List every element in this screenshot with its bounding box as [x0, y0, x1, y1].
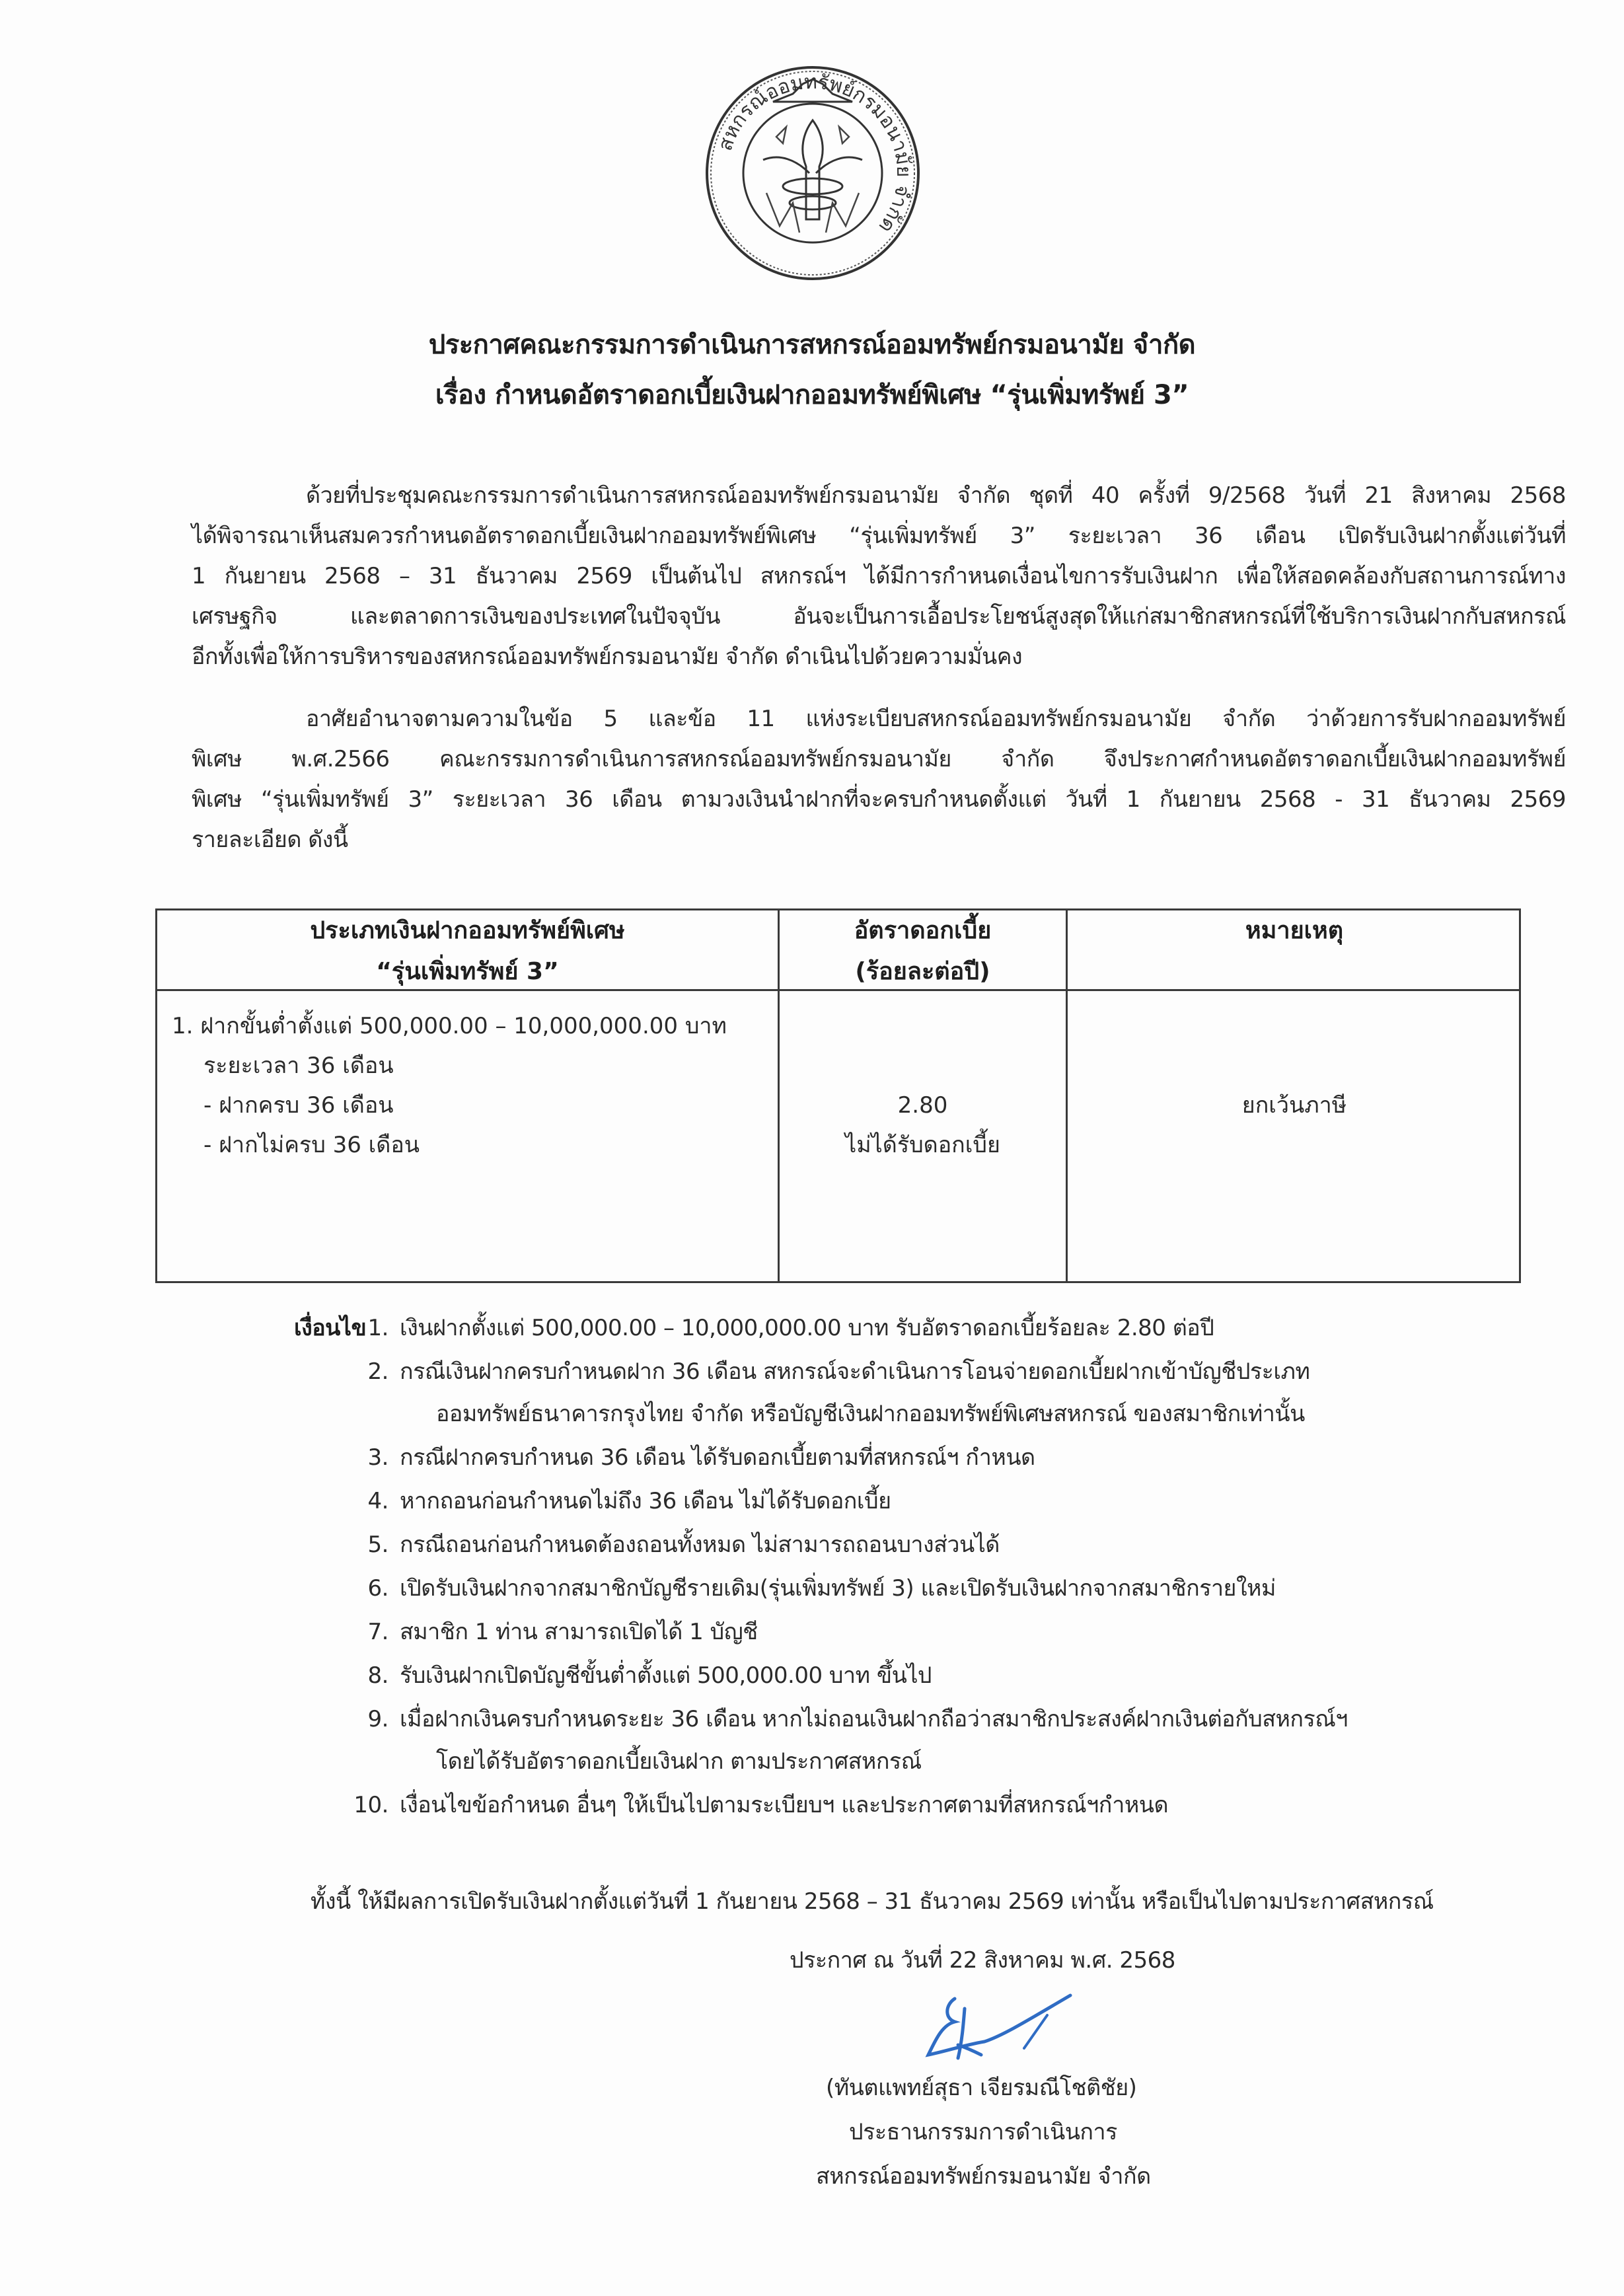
condition-text: เงื่อนไขข้อกำหนด อื่นๆ ให้เป็นไปตามระเบียบฯ และประกาศตามที่สหกรณ์ฯกำหนด [400, 1792, 1169, 1818]
signature-icon [918, 1992, 1077, 2065]
condition-number: 1. [367, 1315, 388, 1341]
condition-text-continued: ออมทรัพย์ธนาคารกรุงไทย จำกัด หรือบัญชีเงินฝากออมทรัพย์พิเศษสหกรณ์ ของสมาชิกเท่านั้น [436, 1401, 1305, 1427]
condition-text: หากถอนก่อนกำหนดไม่ถึง 36 เดือน ไม่ได้รับดอกเบี้ย [400, 1488, 891, 1514]
condition-text-continued: โดยได้รับอัตราดอกเบี้ยเงินฝาก ตามประกาศสหกรณ์ [436, 1748, 922, 1775]
condition-text: กรณีฝากครบกำหนด 36 เดือน ได้รับดอกเบี้ยตามที่สหกรณ์ฯ กำหนด [400, 1444, 1035, 1471]
paragraph-line: เศรษฐกิจ และตลาดการเงินของประเทศในปัจจุบัน อันจะเป็นการเอื้อประโยชน์สูงสุดให้แก่สมาชิกสหกรณ์ที่ใช้บริการเงินฝากกับสหกรณ์ [192, 603, 1566, 630]
column-header-remark: หมายเหตุ [1245, 917, 1344, 944]
signatory-position: ประธานกรรมการดำเนินการ [849, 2119, 1117, 2145]
condition-number: 3. [367, 1444, 388, 1471]
table-cell-interest-rate: 2.80 ไม่ได้รับดอกเบี้ย [845, 1092, 1000, 1158]
condition-number: 9. [367, 1706, 388, 1732]
condition-number: 4. [367, 1488, 388, 1514]
condition-number: 2. [367, 1358, 388, 1385]
condition-number: 6. [367, 1575, 388, 1602]
cooperative-seal-icon [700, 61, 925, 285]
paragraph-line: พิเศษ พ.ศ.2566 คณะกรรมการดำเนินการสหกรณ์ออมทรัพย์กรมอนามัย จำกัด จึงประกาศกำหนดอัตราดอกเบี้ยเงินฝากออมทรัพย์ [192, 746, 1566, 772]
paragraph-line: 1 กันยายน 2568 – 31 ธันวาคม 2569 เป็นต้นไป สหกรณ์ฯ ได้มีการกำหนดเงื่อนไขการรับเงินฝาก เพื่อให้สอดคล้องกับสถานการณ์ทาง [192, 563, 1566, 589]
column-header-interest-rate: อัตราดอกเบี้ย (ร้อยละต่อปี) [854, 917, 992, 985]
signatory-name: (ทันตแพทย์สุธา เจียรมณีโชติชัย) [826, 2075, 1137, 2101]
paragraph-line: อาศัยอำนาจตามความในข้อ 5 และข้อ 11 แห่งระเบียบสหกรณ์ออมทรัพย์กรมอนามัย จำกัด ว่าด้วยการรับฝากออมทรัพย์ [306, 706, 1566, 732]
paragraph-line: พิเศษ “รุ่นเพิ่มทรัพย์ 3” ระยะเวลา 36 เดือน ตามวงเงินนำฝากที่จะครบกำหนดตั้งแต่ วันที่ 1 กันยายน 2568 - 31 ธันวาคม 2569 [192, 786, 1566, 813]
signatory-organization: สหกรณ์ออมทรัพย์กรมอนามัย จำกัด [816, 2163, 1151, 2190]
paragraph-line: ด้วยที่ประชุมคณะกรรมการดำเนินการสหกรณ์ออมทรัพย์กรมอนามัย จำกัด ชุดที่ 40 ครั้งที่ 9/2568 วันที่ 21 สิงหาคม 2568 [306, 482, 1567, 509]
condition-text: กรณีเงินฝากครบกำหนดฝาก 36 เดือน สหกรณ์จะดำเนินการโอนจ่ายดอกเบี้ยฝากเข้าบัญชีประเภท [400, 1358, 1310, 1385]
effective-period-statement: ทั้งนี้ ให้มีผลการเปิดรับเงินฝากตั้งแต่วันที่ 1 กันยายน 2568 – 31 ธันวาคม 2569 เท่านั้น หรือเป็นไปตามประกาศสหกรณ์ [311, 1888, 1434, 1915]
paragraph-line: อีกทั้งเพื่อให้การบริหารของสหกรณ์ออมทรัพย์กรมอนามัย จำกัด ดำเนินไปด้วยความมั่นคง [192, 644, 1023, 670]
condition-text: เมื่อฝากเงินครบกำหนดระยะ 36 เดือน หากไม่ถอนเงินฝากถือว่าสมาชิกประสงค์ฝากเงินต่อกับสหกรณ์ฯ [400, 1706, 1348, 1732]
condition-text: กรณีถอนก่อนกำหนดต้องถอนทั้งหมด ไม่สามารถถอนบางส่วนได้ [400, 1532, 1000, 1558]
conditions-label: เงื่อนไข [294, 1315, 367, 1341]
interest-rate-table [155, 908, 1521, 1283]
table-cell-deposit-type: 1. ฝากขั้นต่ำตั้งแต่ 500,000.00 – 10,000,000.00 บาท ระยะเวลา 36 เดือน - ฝากครบ 36 เดือน - ฝากไม่ครบ 36 เดือน [172, 1013, 727, 1158]
paragraph-line: รายละเอียด ดังนี้ [192, 827, 348, 853]
condition-number: 10. [353, 1792, 388, 1818]
table-cell-remark: ยกเว้นภาษี [1241, 1092, 1347, 1119]
condition-number: 7. [367, 1619, 388, 1645]
condition-text: รับเงินฝากเปิดบัญชีขั้นต่ำตั้งแต่ 500,000.00 บาท ขึ้นไป [400, 1662, 932, 1689]
announcement-subject: เรื่อง กำหนดอัตราดอกเบี้ยเงินฝากออมทรัพย์พิเศษ “รุ่นเพิ่มทรัพย์ 3” [435, 380, 1189, 410]
condition-number: 8. [367, 1662, 388, 1689]
condition-text: เปิดรับเงินฝากจากสมาชิกบัญชีรายเดิม(รุ่นเพิ่มทรัพย์ 3) และเปิดรับเงินฝากจากสมาชิกรายใหม่ [400, 1575, 1276, 1602]
condition-text: สมาชิก 1 ท่าน สามารถเปิดได้ 1 บัญชี [400, 1619, 758, 1645]
svg-text:สหกรณ์ออมทรัพย์กรมอนามัย จำกัด: สหกรณ์ออมทรัพย์กรมอนามัย จำกัด [714, 70, 916, 237]
column-header-deposit-type: ประเภทเงินฝากออมทรัพย์พิเศษ “รุ่นเพิ่มทรัพย์ 3” [310, 917, 625, 985]
condition-number: 5. [367, 1532, 388, 1558]
paragraph-line: ได้พิจารณาเห็นสมควรกำหนดอัตราดอกเบี้ยเงินฝากออมทรัพย์พิเศษ “รุ่นเพิ่มทรัพย์ 3” ระยะเวลา 36 เดือน เปิดรับเงินฝากตั้งแต่วันที่ [192, 523, 1566, 549]
announcement-title: ประกาศคณะกรรมการดำเนินการสหกรณ์ออมทรัพย์กรมอนามัย จำกัด [428, 330, 1196, 360]
announcement-date: ประกาศ ณ วันที่ 22 สิงหาคม พ.ศ. 2568 [790, 1947, 1175, 1974]
condition-text: เงินฝากตั้งแต่ 500,000.00 – 10,000,000.00 บาท รับอัตราดอกเบี้ยร้อยละ 2.80 ต่อปี [400, 1315, 1214, 1341]
